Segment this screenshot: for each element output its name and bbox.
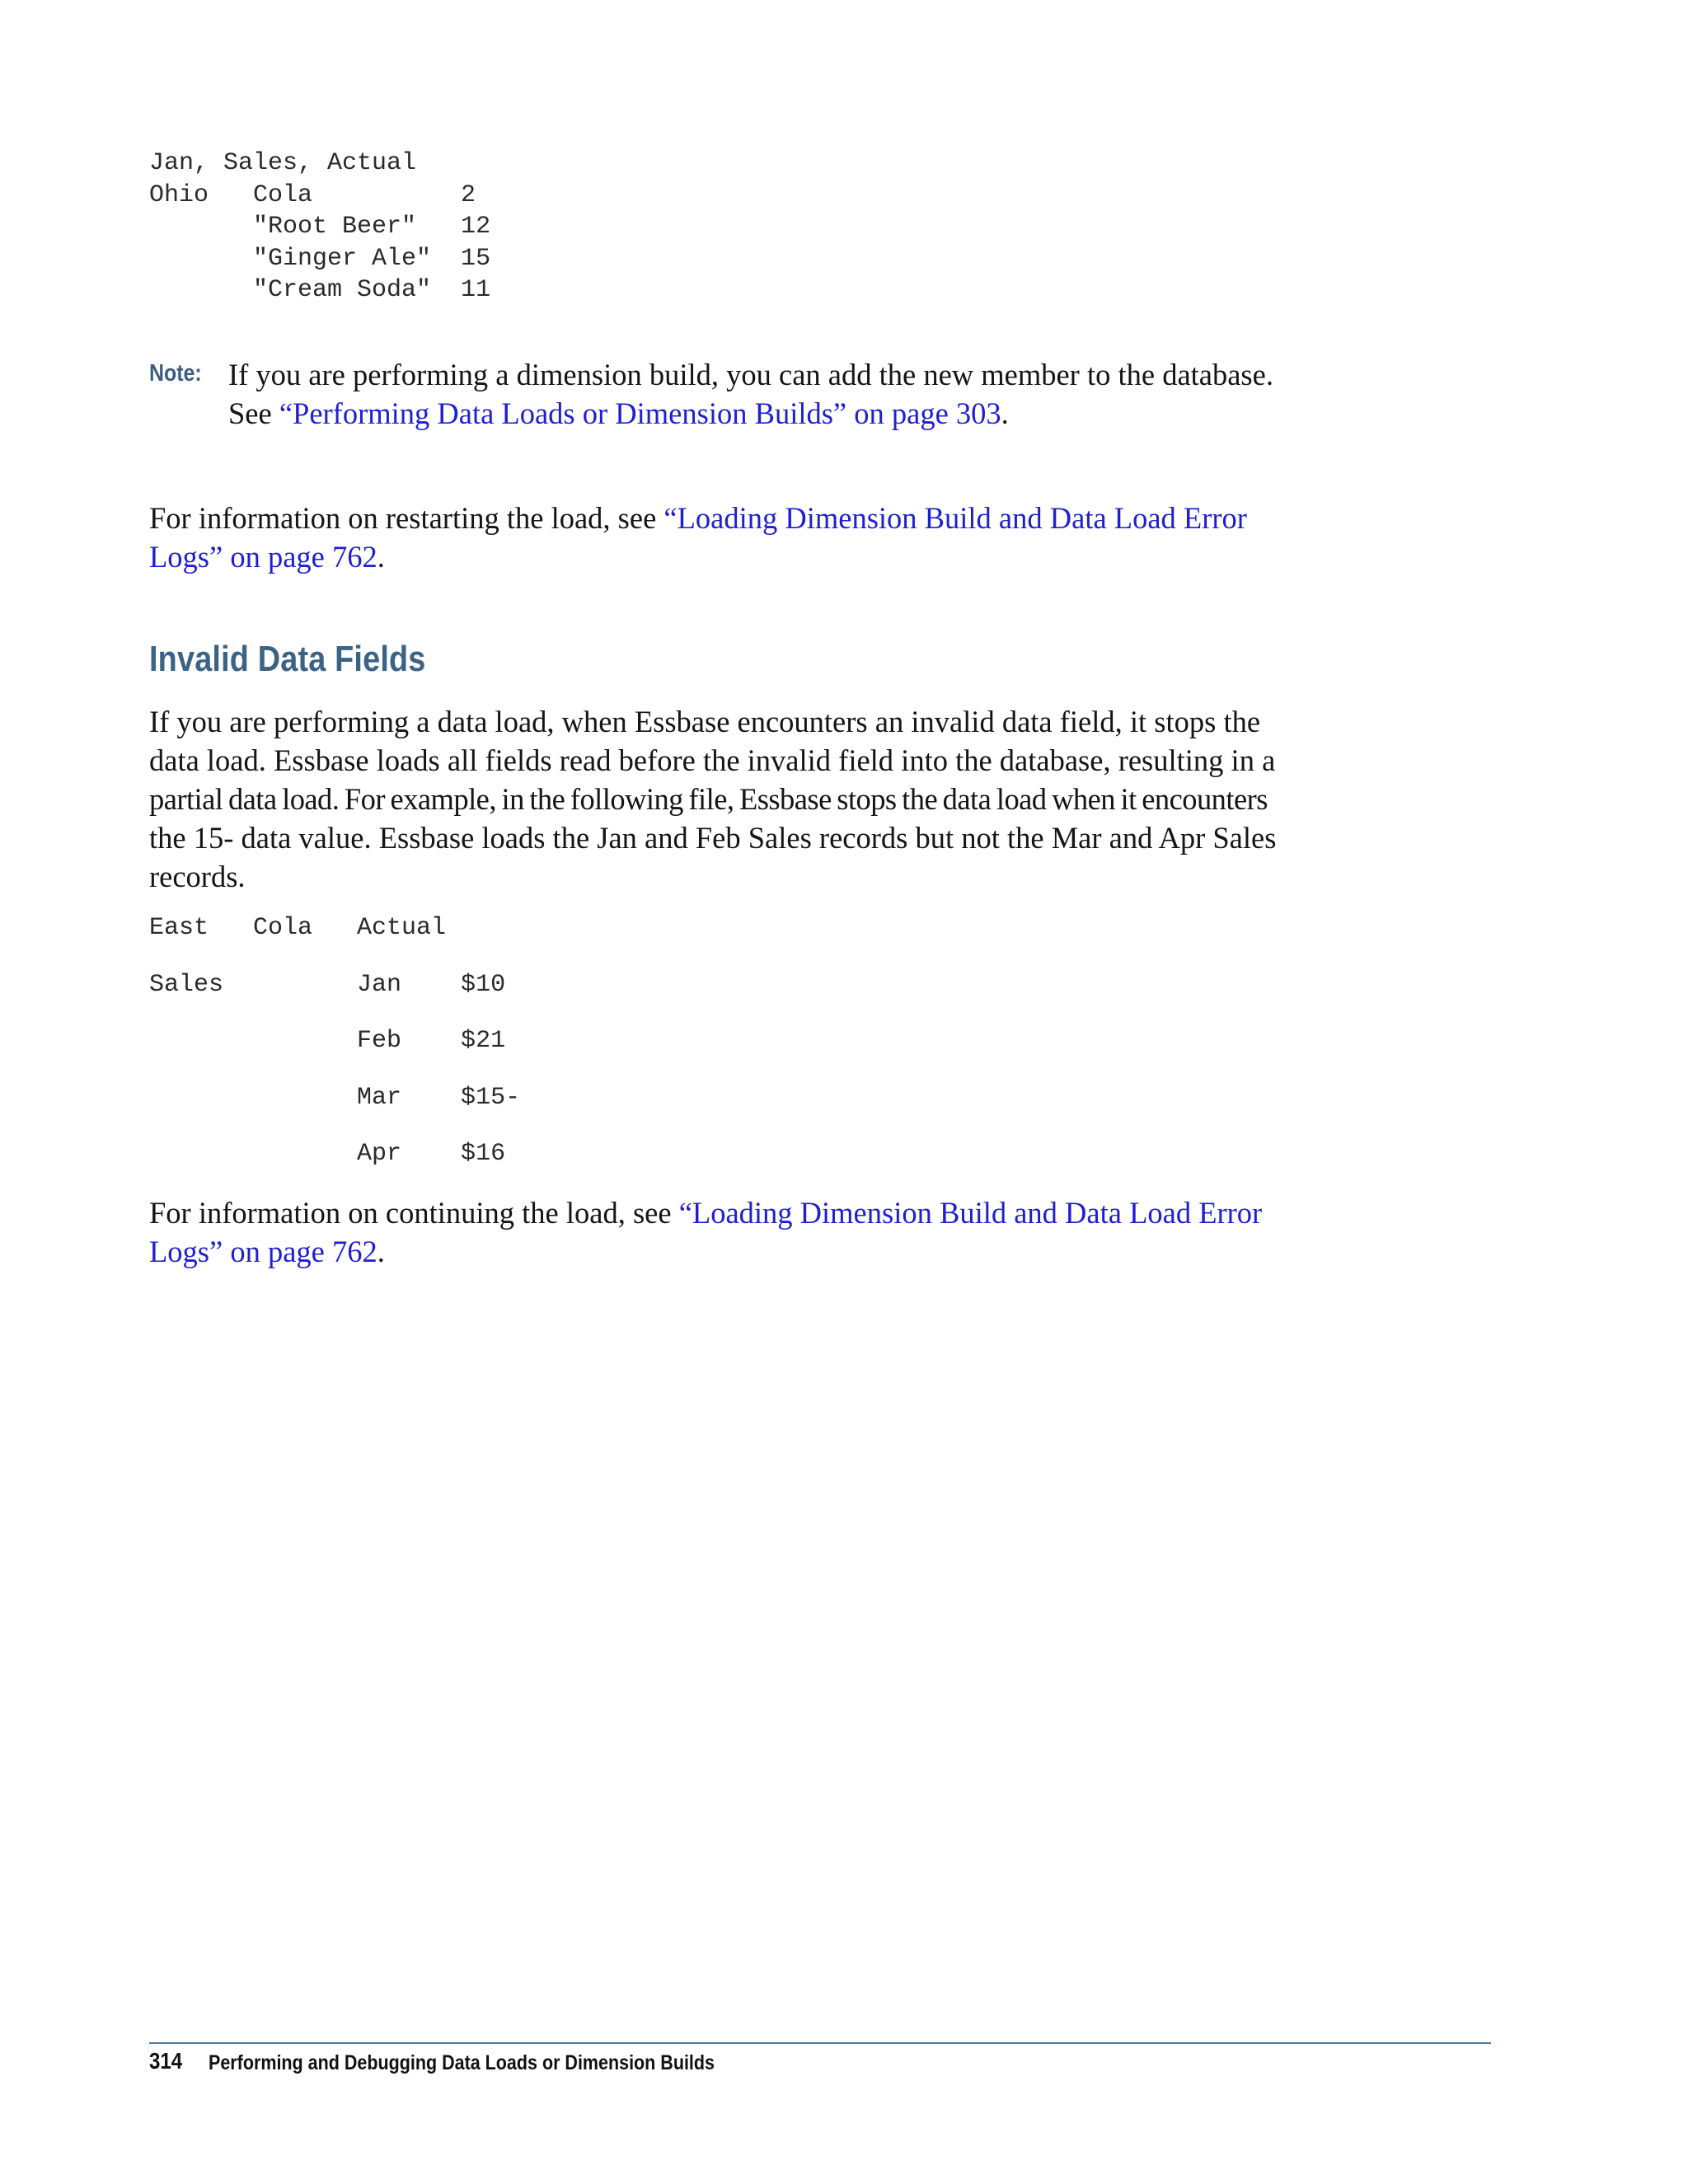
body-line: data load. Essbase loads all fields read before the invalid field into the database, resulting in a bbox=[149, 743, 1276, 777]
code-line: "Cream Soda" 11 bbox=[149, 276, 491, 304]
paragraph-line bbox=[149, 1232, 385, 1271]
body-line: records. bbox=[149, 860, 246, 893]
code-line: "Ginger Ale" 15 bbox=[149, 244, 491, 273]
code-line: "Root Beer" 12 bbox=[149, 213, 491, 241]
paragraph-period: . bbox=[377, 1235, 385, 1268]
code-line: Ohio Cola 2 bbox=[149, 180, 476, 209]
code-line: Jan, Sales, Actual bbox=[149, 149, 417, 177]
note-text bbox=[228, 355, 1273, 394]
link-loading-error-logs-2-cont[interactable]: Logs” on page 762 bbox=[149, 1235, 377, 1268]
note-see: See bbox=[228, 396, 279, 430]
paragraph-line bbox=[149, 499, 1247, 537]
code-line: Sales Jan $10 bbox=[149, 970, 506, 999]
paragraph-line bbox=[149, 1193, 1262, 1232]
code-line: East Cola Actual bbox=[149, 914, 447, 942]
note-period: . bbox=[1001, 396, 1009, 430]
body-line: the 15- data value. Essbase loads the Jan and Feb Sales records but not the Mar and Apr Sales bbox=[149, 821, 1277, 855]
paragraph-period: . bbox=[377, 540, 385, 574]
note-label: Note: bbox=[149, 360, 202, 387]
paragraph-text: For information on continuing the load, see bbox=[149, 1196, 679, 1230]
body-line: If you are performing a data load, when Essbase encounters an invalid data field, it stops the bbox=[149, 705, 1261, 738]
link-loading-error-logs-2[interactable]: “Loading Dimension Build and Data Load Error bbox=[678, 1196, 1263, 1230]
code-line: Mar $15- bbox=[149, 1083, 521, 1112]
body-line: partial data load. For example, in the following file, Essbase stops the data load when it encounters bbox=[149, 782, 1268, 816]
code-line: Feb $21 bbox=[149, 1027, 506, 1055]
footer-chapter-title: Performing and Debugging Data Loads or Dimension Builds bbox=[209, 2051, 715, 2074]
link-loading-error-logs[interactable]: “Loading Dimension Build and Data Load Error bbox=[663, 501, 1247, 535]
note-text-line-2 bbox=[228, 394, 1009, 433]
paragraph-line bbox=[149, 537, 385, 576]
link-performing-data-loads[interactable]: “Performing Data Loads or Dimension Builds” on page 303 bbox=[279, 396, 1001, 430]
paragraph-text: For information on restarting the load, see bbox=[149, 501, 664, 535]
footer-rule bbox=[149, 2042, 1491, 2044]
code-line: Apr $16 bbox=[149, 1140, 506, 1168]
page-number: 314 bbox=[149, 2048, 183, 2074]
link-loading-error-logs-cont[interactable]: Logs” on page 762 bbox=[149, 540, 377, 574]
section-heading: Invalid Data Fields bbox=[149, 639, 426, 679]
note-text-line-1: If you are performing a dimension build, you can add the new member to the database. bbox=[228, 358, 1273, 391]
